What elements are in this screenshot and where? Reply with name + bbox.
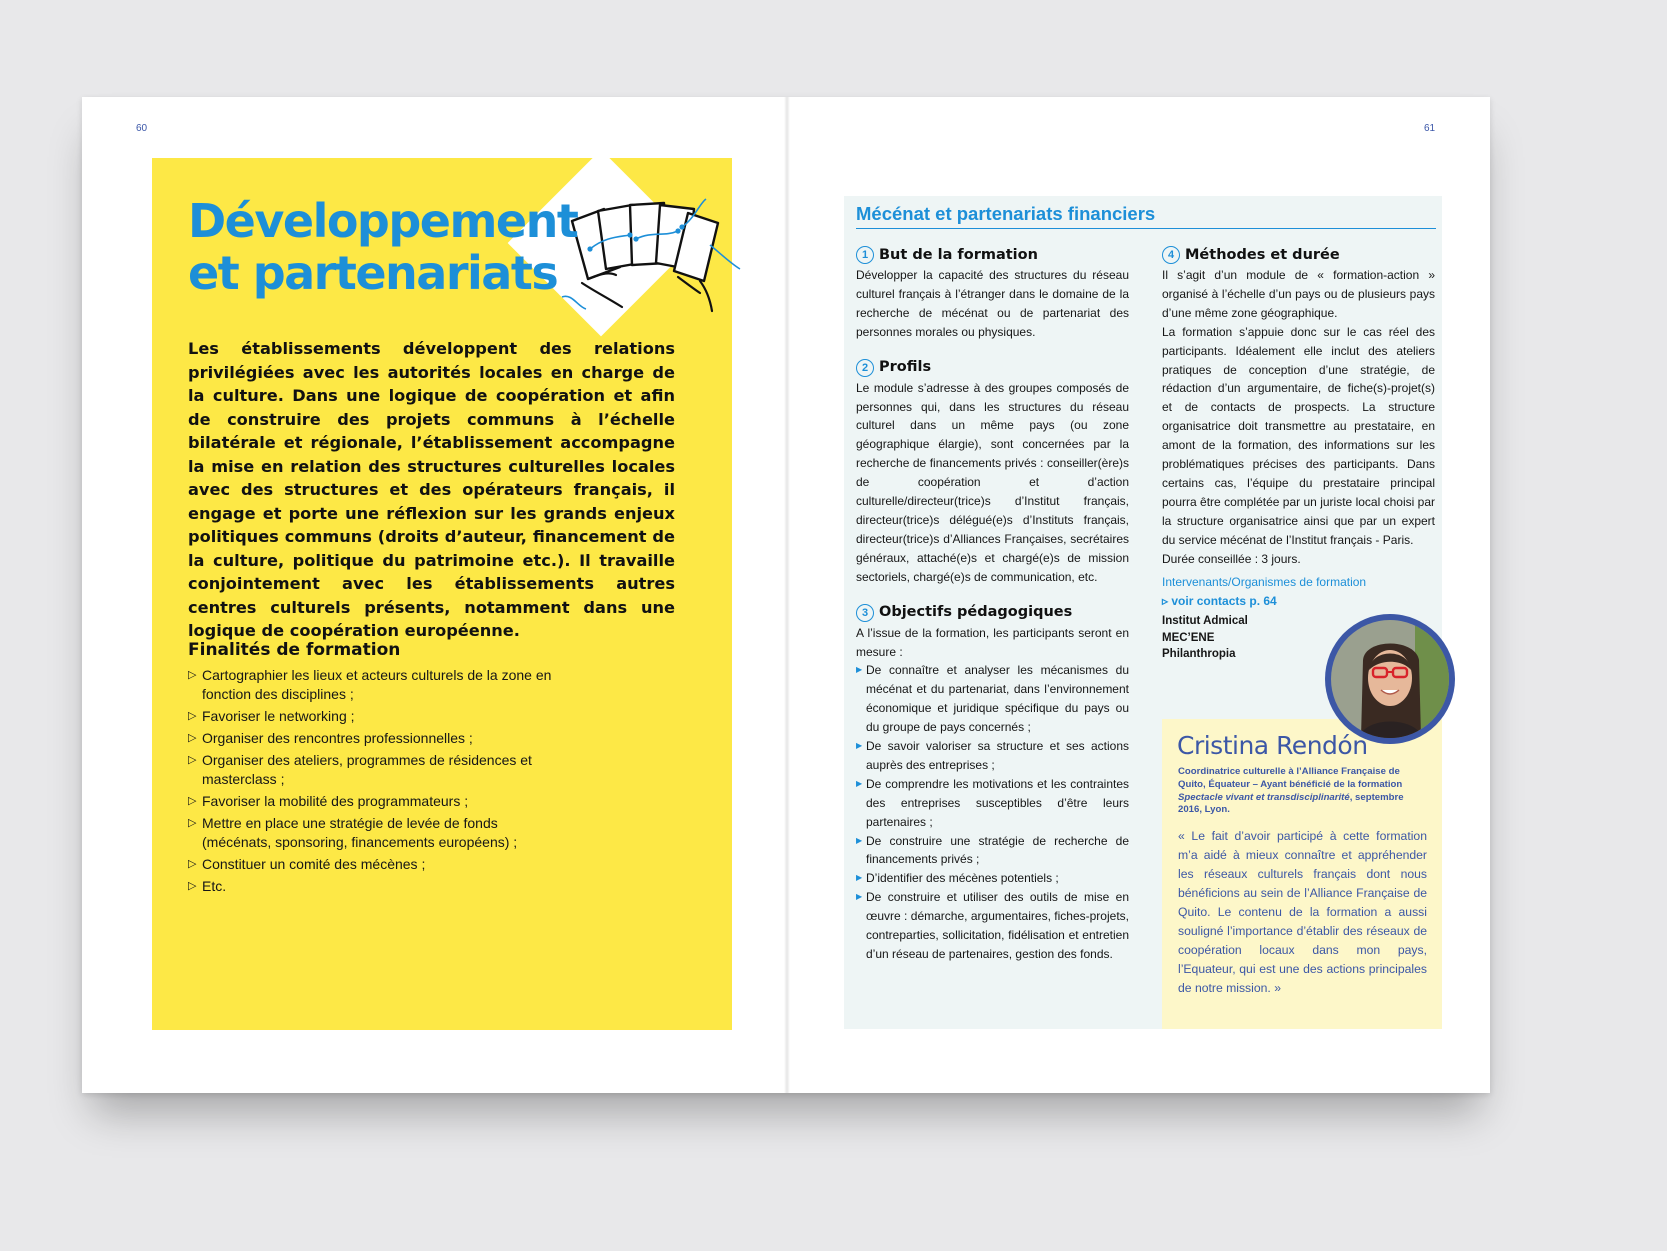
intervenants-label: Intervenants/Organismes de formation: [1162, 574, 1367, 589]
page-number-right: 61: [1424, 123, 1436, 134]
intro-paragraph: Les établissements développent des relations privilégiées avec les autorités locales en charge de la culture. Dans une logique de coopération et afin de construire des projets communs à l’échelle bilatérale et régionale, l’établissement accompagne la mise en relation des structures culturelles locales avec des structures et des opérateurs français, il engage et porte une réflexion sur les grands enjeux politiques communs (droits d’auteur, financement de la culture, politique du patrimoine etc.). Il travaille conjointement avec les établissements autres centres culturels présents, notamment dans une logique de coopération européenne.: [188, 339, 675, 640]
list-item: ▷ Favoriser le networking ;: [188, 708, 355, 724]
list-item: ▷ Cartographier les lieux et acteurs culturels de la zone en fonction des disciplines ;: [188, 667, 552, 702]
list-item: ▶ De comprendre les motivations et les contraintes des entreprises susceptibles d’être leurs partenaires ;: [856, 776, 1129, 829]
triangle-right-outline-icon: ▷: [188, 710, 197, 722]
subsection-heading: 3 Objectifs pédagogiques: [856, 603, 1129, 623]
column-right: [1162, 245, 1435, 663]
triangle-bullet-icon: ▶: [856, 873, 863, 883]
testimonial-name: Cristina Rendón: [1177, 731, 1368, 760]
list-item: ▷ Etc.: [188, 878, 227, 894]
subsection-heading: 1 But de la formation: [856, 245, 1129, 265]
triangle-bullet-icon: ▶: [856, 835, 863, 845]
list-item: ▶ De construire et utiliser des outils de mise en œuvre : démarche, argumentaires, fiches-projets, contreparties, sollicitation, fidélisation et entretien d’un réseau de partenaires, gestion des fonds.: [856, 890, 1129, 961]
subsection-text: La formation s’appuie donc sur le cas réel des participants. Idéalement elle inclut des ateliers pratiques de conception d’une stratégie, de rédaction d’un argumentaire, de fiche(s)-projet(s) et de contacts de prospects. La structure organisatrice doit transmettre au prestataire, en amont de la formation, des informations sur les problématiques précises des participants. Dans certains cas, l’équipe du prestataire principal pourra être complétée par un juriste local choisi par la structure organisatrice ainsi que par un expert du service mécénat de l’Institut français - Paris.: [1162, 324, 1435, 547]
triangle-right-outline-icon: ▷: [188, 880, 197, 892]
list-item: ▷ Constituer un comité des mécènes ;: [188, 856, 426, 872]
section-title: Mécénat et partenariats financiers: [856, 203, 1156, 224]
title-line-1: Développement: [188, 194, 578, 248]
triangle-bullet-icon: ▶: [856, 665, 863, 675]
organisme-item: Philanthropia: [1162, 648, 1236, 661]
triangle-right-outline-icon: ▷: [188, 754, 197, 766]
number-circle-icon: 1: [856, 246, 874, 264]
triangle-bullet-icon: ▶: [856, 892, 863, 902]
subsection-text: A l’issue de la formation, les participants seront en mesure :: [856, 625, 1129, 659]
list-item: ▶ De connaître et analyser les mécanismes du mécénat et du partenariat, dans l’environnement économique et juridique spécifique du pays ou du groupe de pays concernés ;: [856, 663, 1129, 735]
triangle-right-outline-icon: ▷: [188, 817, 197, 829]
page-title: [188, 195, 608, 299]
triangle-right-outline-icon: ▷: [188, 732, 197, 744]
list-item: ▷ Organiser des ateliers, programmes de résidences et masterclass ;: [188, 752, 532, 787]
list-item: ▷ Favoriser la mobilité des programmateurs ;: [188, 793, 469, 809]
number-circle-icon: 2: [856, 359, 874, 377]
list-item: ▷ Organiser des rencontres professionnelles ;: [188, 730, 473, 746]
page-number-left: 60: [136, 123, 148, 134]
organisme-item: MEC’ENE: [1162, 631, 1215, 644]
list-item: ▷ Mettre en place une stratégie de levée de fonds (mécénats, sponsoring, financements européens) ;: [188, 815, 518, 850]
objectives-list: [856, 661, 1129, 964]
triangle-bullet-icon: ▶: [856, 741, 863, 751]
contacts-link[interactable]: ▹ voir contacts p. 64: [1162, 594, 1277, 609]
list-item: ▶ De savoir valoriser sa structure et ses actions auprès des entreprises ;: [856, 739, 1129, 772]
list-item: ▶ D’identifier des mécènes potentiels ;: [856, 869, 1129, 888]
number-circle-icon: 3: [856, 604, 874, 622]
number-circle-icon: 4: [1162, 246, 1180, 264]
triangle-bullet-icon: ▶: [856, 778, 863, 788]
finalites-heading: Finalités de formation: [188, 640, 401, 660]
subsection-text: Il s’agit d’un module de « formation-action » organisé à l’échelle d’un pays ou de plusieurs pays d’une même zone géographique.: [1162, 268, 1435, 320]
triangle-right-outline-icon: ▷: [188, 795, 197, 807]
duration-text: Durée conseillée : 3 jours.: [1162, 551, 1301, 566]
section-rule: [856, 228, 1436, 229]
subsection-heading: 2 Profils: [856, 358, 1129, 378]
portrait-photo: [1331, 620, 1449, 738]
subsection-heading: 4 Méthodes et durée: [1162, 245, 1435, 265]
column-left: [856, 245, 1129, 964]
subsection-text: Développer la capacité des structures du réseau culturel français à l’étranger dans le domaine de la recherche de mécénat ou de partenariat des personnes morales ou physiques.: [856, 268, 1129, 339]
finalites-list: [188, 666, 568, 899]
organisme-item: Institut Admical: [1162, 615, 1248, 628]
subsection-text: Le module s’adresse à des groupes composés de personnes qui, dans les structures du réseau culturel dans un même pays (ou zone géographique élargie), sont concernées par la recherche de financements privés : conseiller(ère)s de coopération et d’action culturelle/directeur(trice)s d’Institut français, directeur(trice)s délégué(e)s d’Instituts français, directeur(trice)s d’Alliances Françaises, secrétaires généraux, attaché(e)s et chargé(e)s de mission sectoriels, chargé(e)s de communication, etc.: [856, 380, 1129, 584]
testimonial-role: Coordinatrice culturelle à l’Alliance Française de Quito, Équateur – Ayant bénéficié de la formation Spectacle vivant et transdisciplinarité, septembre 2016, Lyon.: [1178, 766, 1404, 816]
title-line-2: et partenariats: [188, 246, 558, 300]
brochure-spread: [82, 97, 1490, 1093]
avatar: [1325, 614, 1455, 744]
testimonial-quote: « Le fait d’avoir participé à cette formation m’a aidé à mieux connaître et appréhender les réseaux culturels français dont nous bénéficions au sein de l’Alliance Française de Quito. Le contenu de la formation a aussi souligné l’importance d’établir des réseaux de coopération locaux dans mon pays, l’Equateur, qui est une des actions principales de notre mission. »: [1178, 829, 1427, 995]
page-fold: [784, 97, 790, 1093]
triangle-right-outline-icon: ▷: [188, 858, 197, 870]
list-item: ▶ De construire une stratégie de recherche de financements privés ;: [856, 833, 1129, 867]
triangle-right-outline-icon: ▷: [188, 669, 197, 681]
